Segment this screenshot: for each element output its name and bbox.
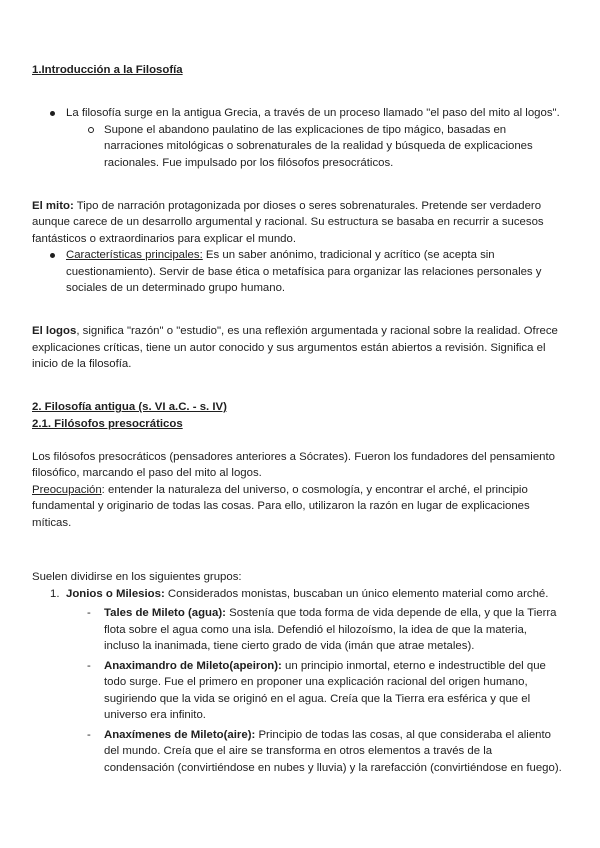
dash-marker: - [87, 659, 91, 672]
list-item [32, 247, 562, 297]
mito-text: Tipo de narración protagonizada por dioses o seres sobrenaturales. Pretende ser verdadero aunque carece de un desarrollo argumental y racional. Su estructura se basaba en recurrir a sucesos fantásticos o extraordinarios para explicar el mundo. [32, 199, 544, 245]
mito-bullet-list [32, 247, 562, 297]
dash-marker: - [87, 728, 91, 741]
section-1-title: 1.Introducción a la Filosofía [32, 64, 183, 76]
concern-paragraph [32, 482, 562, 532]
anaximandro-name: Anaximandro de Mileto(apeiron): [104, 659, 282, 672]
milesios-list [66, 605, 562, 776]
intro-sub-text: Supone el abandono paulatino de las explicaciones de tipo mágico, basadas en narraciones mitológicas o sobrenaturales de la realidad y búsqueda de explicaciones racionales. Fue impulsado por los filósofos presocráticos. [104, 123, 533, 169]
dash-marker: - [87, 607, 91, 619]
list-item [66, 658, 562, 724]
group-1-text: Considerados monistas, buscaban un único elemento material como arché. [164, 587, 549, 600]
intro-bullet-text: La filosofía surge en la antigua Grecia, a través de un proceso llamado "el paso del mito al logos". [66, 107, 560, 119]
mito-paragraph [32, 198, 562, 248]
intro-sub-list [66, 122, 562, 172]
tales-text: Sostenía que toda forma de vida depende de ella, y que la Tierra flota sobre el agua como una isla. Defendió el hilozoísmo, la idea de que la materia, incluso la inanimada, tiene cierto grado de vida (imán que atrae metales). [104, 607, 557, 652]
anaximenes-name: Anaxímenes de Mileto(aire): [104, 728, 256, 741]
section-2-1-title: 2.1. Filósofos presocráticos [32, 417, 183, 430]
logos-text: , significa "razón" o "estudio", es una reflexión argumentada y racional sobre la realidad. Ofrece explicaciones críticas, tiene un autor conocido y sus argumentos están abiertos a revisión. Significa el inicio de la filosofía. [32, 325, 558, 370]
groups-intro: Suelen dividirse en los siguientes grupos: [32, 571, 242, 583]
mito-bullet-text: Es un saber anónimo, tradicional y acrítico (se acepta sin cuestionamiento). Servir de base ética o metafísica para organizar las relaciones personales y sociales de un determinado grupo humano. [66, 249, 542, 294]
logos-paragraph [32, 323, 562, 373]
anaximandro-text: un principio inmortal, eterno e indestructible del que todo surge. Fue el primero en proponer una explicación racional del origen humano, sugiriendo que la vida se originó en el agua. Creía que la Tierra era esférica y que el universo era infinito. [104, 659, 546, 721]
list-item [66, 122, 562, 172]
section-2-title: 2. Filosofía antigua (s. VI a.C. - s. IV) [32, 401, 227, 413]
intro-bullet-list [32, 105, 562, 171]
group-1-name: Jonios o Milesios: [66, 587, 165, 600]
list-item [32, 105, 562, 171]
tales-name: Tales de Mileto (agua): [104, 607, 226, 619]
mito-term: El mito: [32, 199, 74, 212]
anaximenes-text: Principio de todas las cosas, al que consideraba el aliento del mundo. Creía que el aire se transforma en otros elementos a través de la condensación (convirtiéndose en nubes y lluvia) y la rarefacción (convirtiéndose en fuego). [104, 728, 562, 774]
concern-label: Preocupación [32, 483, 102, 496]
concern-text: : entender la naturaleza del universo, o cosmología, y encontrar el arché, el principio fundamental y originario de todas las cosas. Para ello, utilizaron la razón en lugar de explicaciones míticas. [32, 483, 530, 529]
mito-bullet-label: Características principales: [66, 249, 203, 261]
list-item [32, 586, 562, 777]
presocratics-intro: Los filósofos presocráticos (pensadores anteriores a Sócrates). Fueron los fundadores del pensamiento filosófico, marcando el paso del mito al logos. [32, 450, 555, 479]
groups-list [32, 586, 562, 777]
group-number: 1. [50, 587, 60, 600]
list-item [66, 727, 562, 777]
list-item [66, 605, 562, 655]
document-page [32, 62, 562, 776]
logos-term: El logos [32, 325, 77, 337]
